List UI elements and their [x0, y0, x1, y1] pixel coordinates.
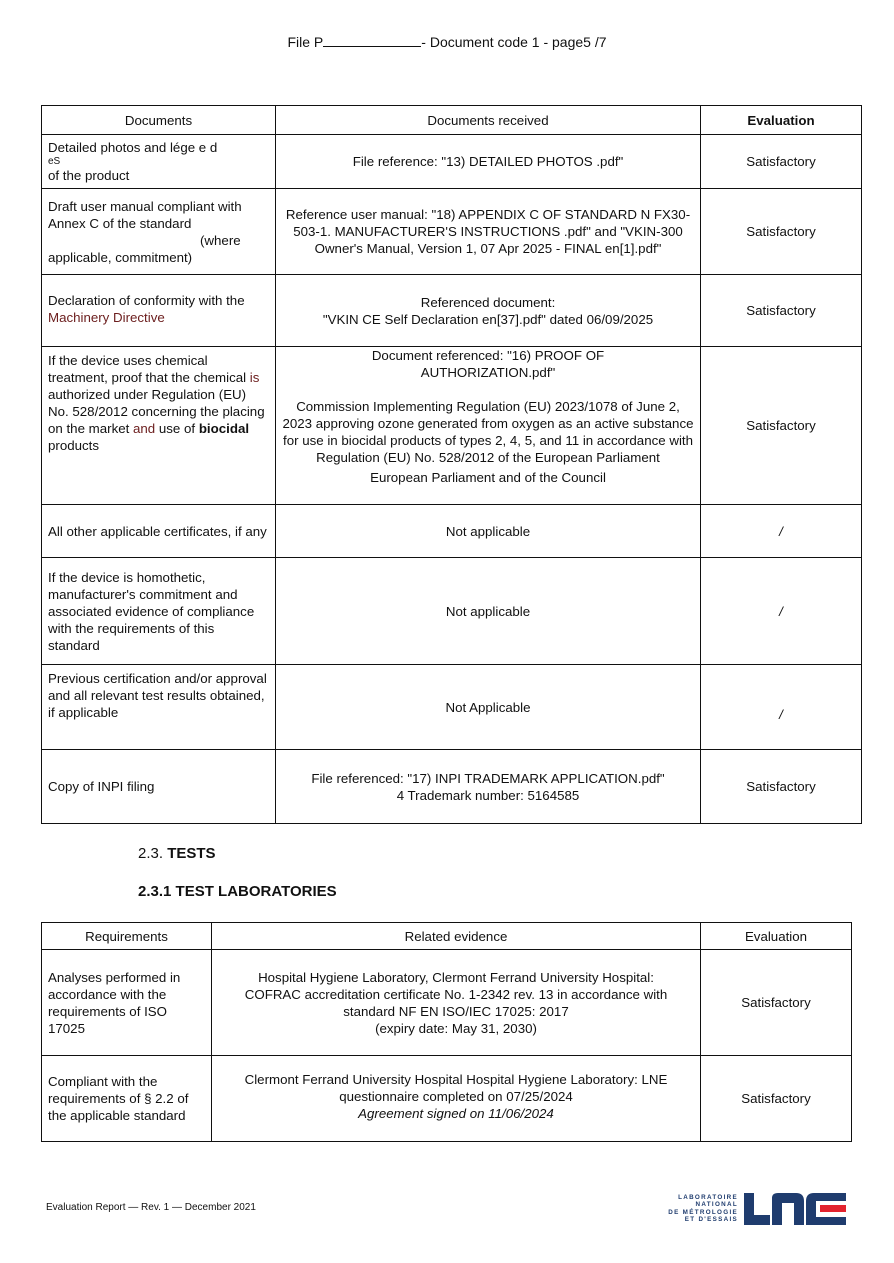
document-cell [42, 275, 276, 347]
logo-text-line: ET D'ESSAIS [684, 1215, 738, 1223]
table-header-row [42, 923, 852, 950]
evaluation-cell: Satisfactory [701, 1056, 852, 1142]
received-cell: Not Applicable [276, 665, 701, 750]
evaluation-cell: / [701, 665, 862, 750]
header-blank-line [323, 34, 421, 47]
column-header-evaluation: Evaluation [701, 106, 862, 135]
received-cell [276, 347, 701, 505]
document-text: use of [155, 421, 199, 436]
evaluation-cell: Satisfactory [701, 950, 852, 1056]
received-text: File referenced: "17) INPI TRADEMARK APPLICATION.pdf" [311, 770, 665, 786]
document-cell [42, 189, 276, 275]
received-cell: Not applicable [276, 558, 701, 665]
requirement-cell: Analyses performed in accordance with the requirements of ISO 17025 [42, 950, 212, 1056]
evidence-cell [212, 1056, 701, 1142]
documents-table [41, 105, 862, 824]
evidence-text: Hospital Hygiene Laboratory, Clermont Ferrand University Hospital: COFRAC accreditation certificate No. 1-2342 rev. 13 in accordance with standard NF EN ISO/IEC 17025: 2017 [244, 969, 668, 1019]
document-text: applicable, commitment) [48, 249, 193, 265]
received-cell [276, 275, 701, 347]
table-row [42, 950, 852, 1056]
column-header-evaluation: Evaluation [701, 923, 852, 950]
document-text: If the device uses chemical treatment, proof that the chemical [48, 353, 250, 385]
table-header-row [42, 106, 862, 135]
evidence-text: Clermont Ferrand University Hospital Hospital Hygiene Laboratory: LNE questionnaire completed on 07/25/2024 [244, 1072, 668, 1104]
document-text: (where [200, 232, 241, 248]
logo-text-line: NATIONAL [695, 1201, 738, 1209]
column-header-related-evidence: Related evidence [212, 923, 701, 950]
table-row [42, 1056, 852, 1142]
evaluation-cell: Satisfactory [701, 135, 862, 189]
received-text: "VKIN CE Self Declaration en[37].pdf" dated 06/09/2025 [322, 311, 654, 327]
document-cell [42, 347, 276, 505]
table-row [42, 189, 862, 275]
table-row [42, 275, 862, 347]
document-text: eS [48, 156, 61, 167]
table-row [42, 665, 862, 750]
document-text: Machinery Directive [48, 310, 165, 325]
received-cell: File reference: "13) DETAILED PHOTOS .pdf" [276, 135, 701, 189]
section-number: 2.3. [138, 845, 164, 862]
section-heading-tests [138, 845, 216, 862]
document-text: of the product [48, 168, 130, 183]
column-header-documents: Documents [42, 106, 276, 135]
section-title: TESTS [167, 845, 216, 862]
evaluation-cell: / [701, 505, 862, 558]
header-suffix: - Document code 1 - page5 /7 [421, 34, 607, 50]
lne-logo [660, 1190, 850, 1230]
evidence-cell [212, 950, 701, 1056]
document-cell: If the device is homothetic, manufacturer's commitment and associated evidence of compliance with the requirements of this standard [42, 558, 276, 665]
test-laboratories-table [41, 922, 852, 1142]
evaluation-cell: Satisfactory [701, 750, 862, 824]
document-cell [42, 135, 276, 189]
table-row [42, 347, 862, 505]
document-cell: All other applicable certificates, if any [42, 505, 276, 558]
received-cell: Reference user manual: "18) APPENDIX C OF STANDARD N FX30-503-1. MANUFACTURER'S INSTRUCTIONS .pdf" and "VKIN-300 Owner's Manual, Version 1, 07 Apr 2025 - FINAL en[1].pdf" [276, 189, 701, 275]
spacer [282, 381, 694, 398]
table-row [42, 135, 862, 189]
document-text: Detailed photos and lége e d [48, 140, 218, 155]
evidence-text: (expiry date: May 31, 2030) [375, 1020, 537, 1036]
page-header [0, 34, 894, 50]
table-row [42, 558, 862, 665]
logo-text-line: DE MÉTROLOGIE [668, 1208, 738, 1216]
evidence-text: Agreement signed on 11/06/2024 [358, 1106, 554, 1121]
column-header-requirements: Requirements [42, 923, 212, 950]
evaluation-cell: Satisfactory [701, 347, 862, 505]
received-text: Referenced document: [420, 294, 556, 310]
header-prefix: File P [287, 34, 324, 50]
document-text: products [48, 438, 99, 453]
evaluation-cell: Satisfactory [701, 189, 862, 275]
document-text: Declaration of conformity with the [48, 293, 245, 308]
received-text: Document referenced: "16) PROOF OF AUTHORIZATION.pdf" [371, 348, 605, 380]
received-cell: Not applicable [276, 505, 701, 558]
column-header-documents-received: Documents received [276, 106, 701, 135]
logo-text-line: LABORATOIRE [678, 1194, 738, 1201]
document-cell: Copy of INPI filing [42, 750, 276, 824]
evaluation-cell: / [701, 558, 862, 665]
document-text: and [133, 421, 156, 436]
document-text: Draft user manual compliant with Annex C of the standard [48, 198, 242, 231]
requirement-cell: Compliant with the requirements of § 2.2 of the applicable standard [42, 1056, 212, 1142]
received-cell [276, 750, 701, 824]
document-text: is [249, 370, 260, 385]
received-text: 4 Trademark number: 5164585 [396, 787, 580, 803]
document-text: biocidal [198, 421, 250, 436]
table-row [42, 750, 862, 824]
received-text: Commission Implementing Regulation (EU) 2023/1078 of June 2, 2023 approving ozone generated from oxygen as an active substance for use in biocidal products of types 2, 4, 5, and 11 in accordance with Regulation (EU) No. 528/2012 of the European Parliament [282, 399, 694, 465]
section-heading-test-laboratories: 2.3.1 TEST LABORATORIES [138, 883, 337, 900]
evaluation-cell: Satisfactory [701, 275, 862, 347]
logo-text [660, 1194, 738, 1223]
table-row [42, 505, 862, 558]
document-cell: Previous certification and/or approval and all relevant test results obtained, if applicable [42, 665, 276, 750]
lne-logo-mark-icon [742, 1192, 850, 1226]
footer-text: Evaluation Report — Rev. 1 — December 2021 [46, 1202, 256, 1213]
received-text: European Parliament and of the Council [370, 470, 606, 485]
document-text: authorized under Regulation (EU) No. 528/2012 concerning the placing on the market [48, 387, 265, 436]
